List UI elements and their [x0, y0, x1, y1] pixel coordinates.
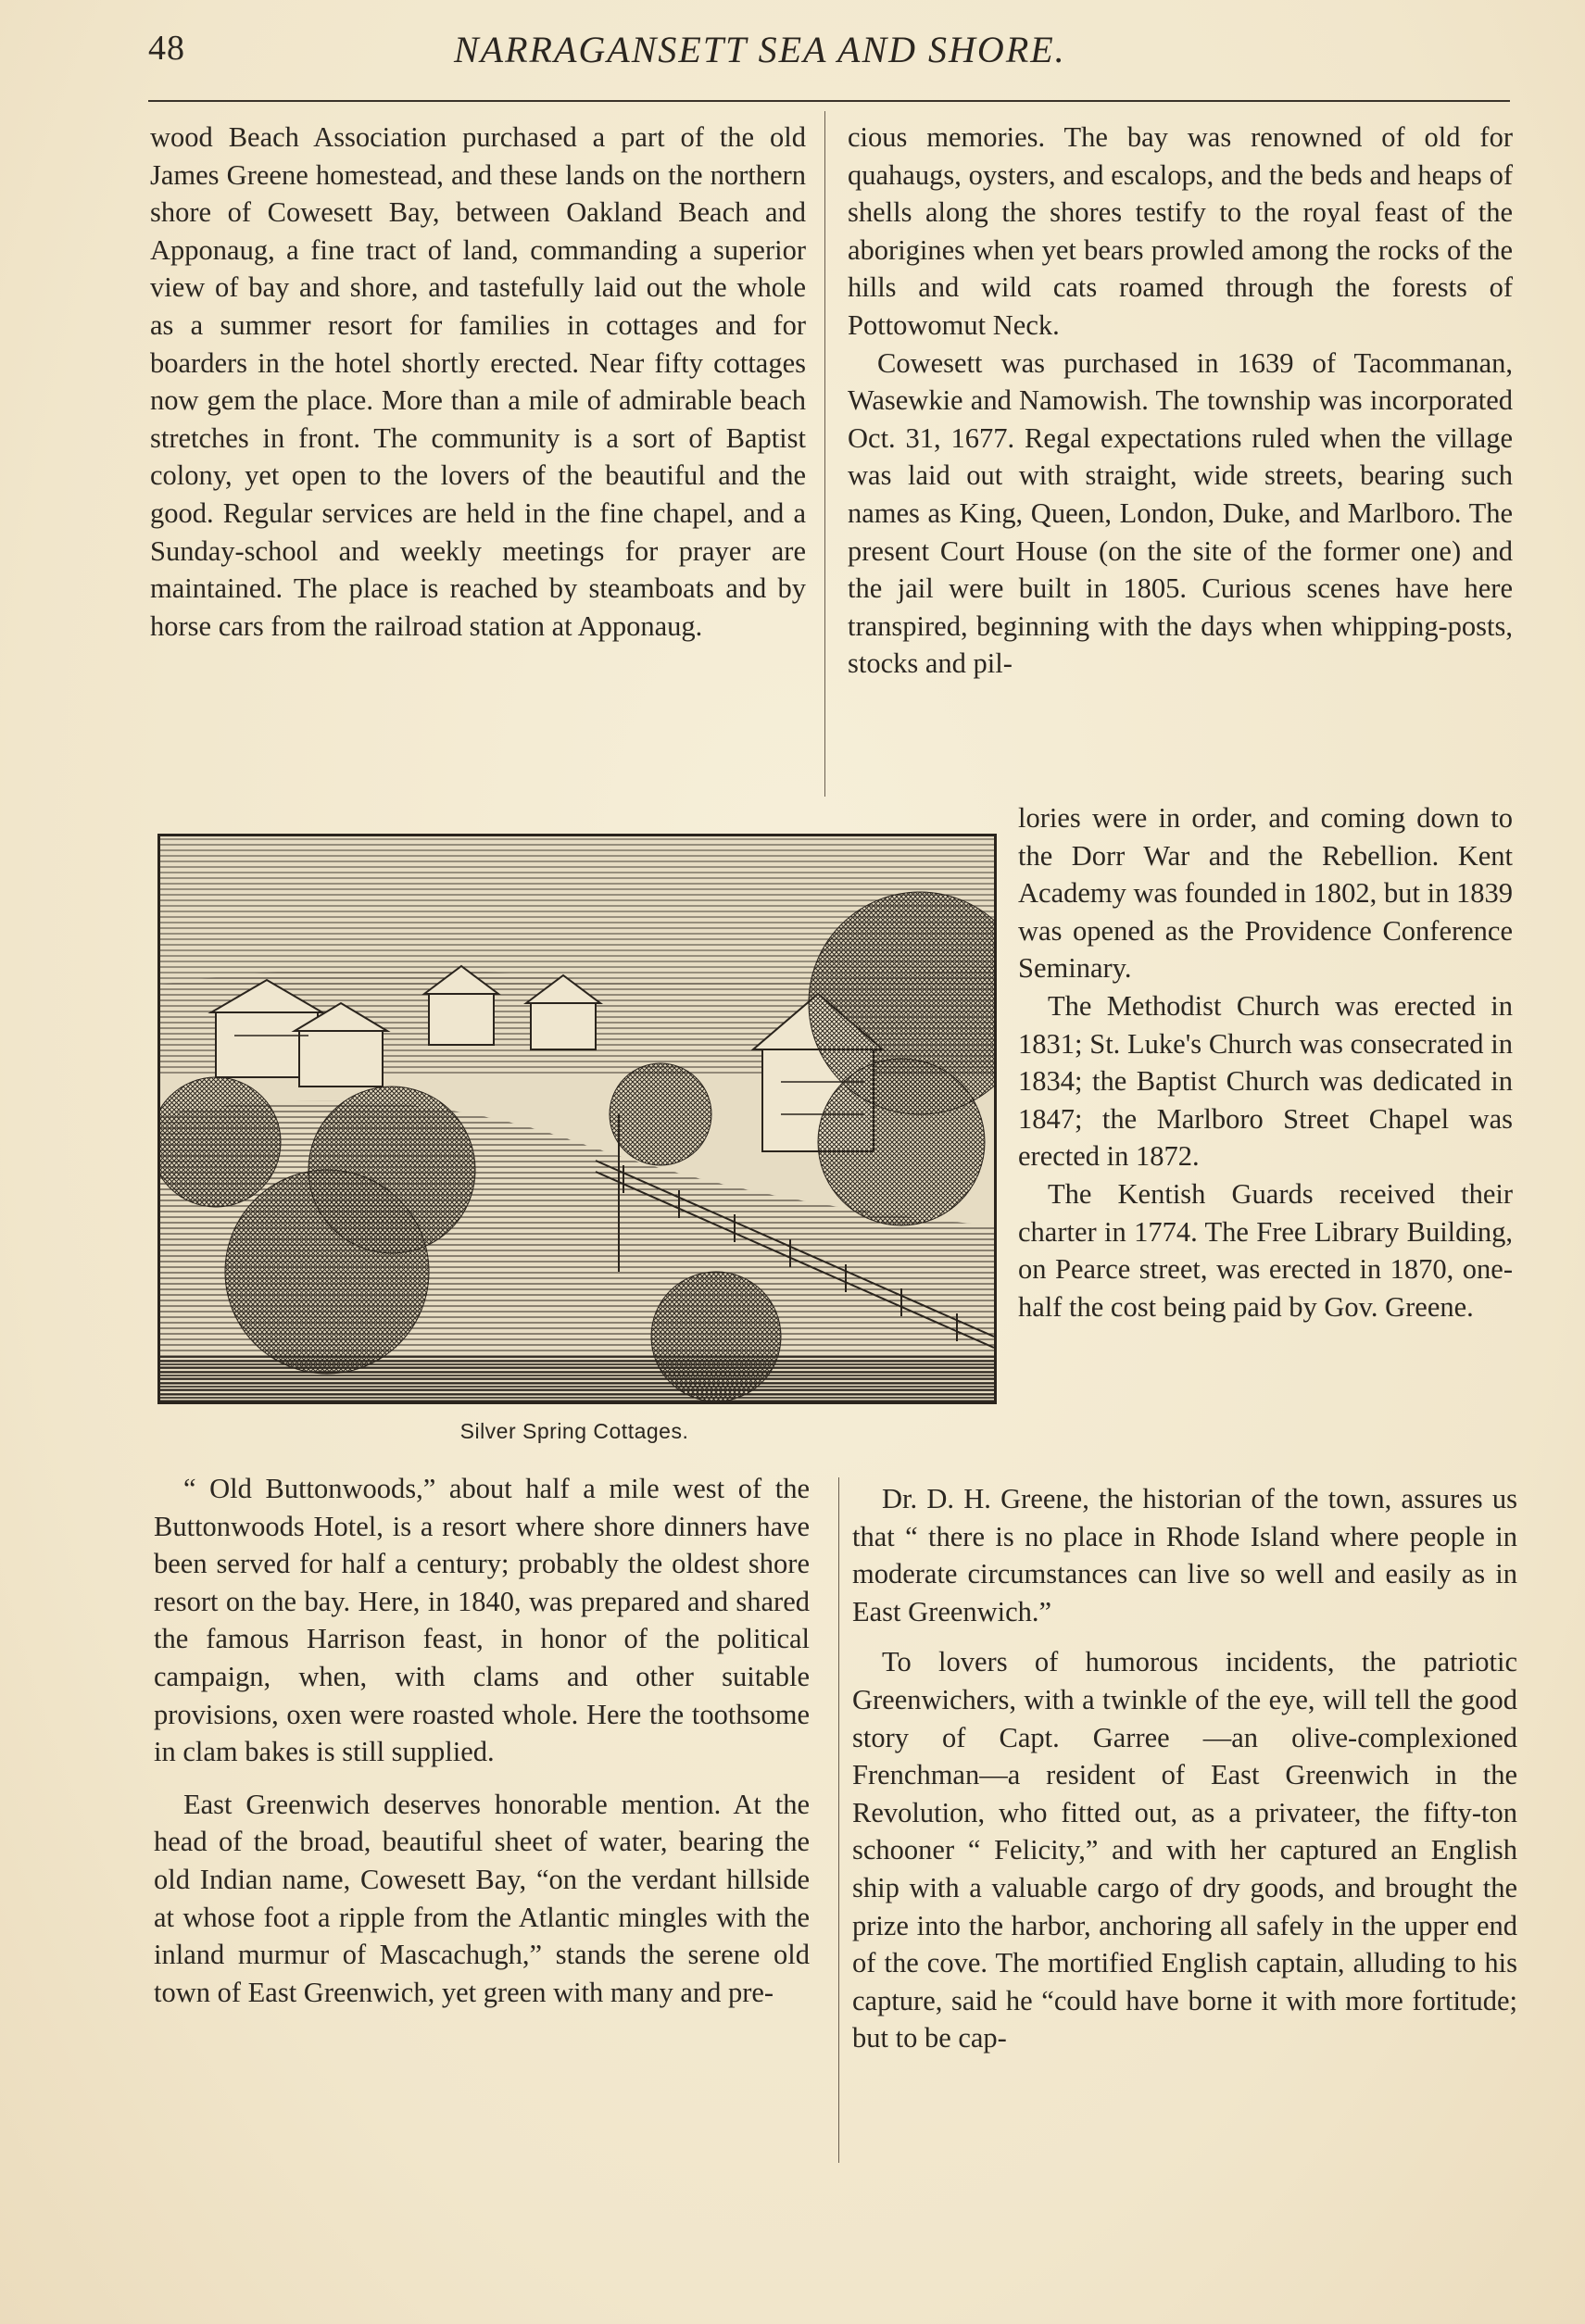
paragraph: cious memories. The bay was renowned of old for quahaugs, oysters, and escalops, and the beds and heaps of shells along the shores testify to the royal feast of the aborigines when yet bears prowled among the rocks of the hills and wild cats roamed through the forests of Pottowomut Neck.: [848, 121, 1513, 341]
paragraph: Dr. D. H. Greene, the historian of the town, assures us that “ there is no place in Rhode Island where people in moderate circumstances can live so well and easily as in East Greenwich.”: [852, 1483, 1517, 1627]
paragraph: East Greenwich deserves honorable mention. At the head of the broad, beautiful sheet of water, bearing the old Indian name, Cowesett Bay, “on the verdant hillside at whose foot a ripple from the Atlantic mingles with the inland murmur of Mascachugh,” stands the serene old town of East Greenwich, yet green with many and pre-: [154, 1788, 810, 2008]
left-column-top: [150, 119, 806, 645]
paragraph: The Kentish Guards received their charter in 1774. The Free Library Building, on Pearce street, was erected in 1870, one-half the cost being paid by Gov. Greene.: [1018, 1177, 1513, 1323]
right-column-narrow: [1018, 799, 1513, 1325]
engraving-illustration: [157, 834, 997, 1404]
paragraph: wood Beach Association purchased a part of the old James Greene homestead, and these lands on the northern shore of Cowesett Bay, between Oakland Beach and Apponaug, a fine tract of land, commanding a superior view of bay and shore, and tastefully laid out the whole as a summer resort for families in cottages and for boarders in the hotel shortly erected. Near fifty cottages now gem the place. More than a mile of admirable beach stretches in front. The community is a sort of Baptist colony, yet open to the lovers of the beautiful and the good. Regular services are held in the fine chapel, and a Sunday-school and weekly meetings for prayer are maintained. The place is reached by steamboats and by horse cars from the railroad station at Apponaug.: [150, 121, 806, 642]
right-column-top: [848, 119, 1513, 683]
paragraph: To lovers of humorous incidents, the patriotic Greenwichers, with a twinkle of the eye, will tell the good story of Capt. Garree —an olive-complexioned Frenchman—a resident of East Greenwich in the Revolution, who fitted out, as a privateer, the fifty-ton schooner “ Felicity,” and with her captured an English ship with a valuable cargo of dry goods, and brought the prize into the harbor, anchoring all safely in the upper end of the cove. The mortified English captain, alluding to his capture, said he “could have borne it with more fortitude; but to be cap-: [852, 1646, 1517, 2054]
right-column-bottom: [852, 1480, 1517, 2057]
paragraph: “ Old Buttonwoods,” about half a mile west of the Buttonwoods Hotel, is a resort where shore dinners have been served for half a century; probably the oldest shore resort on the bay. Here, in 1840, was prepared and shared the famous Harrison feast, in honor of the political campaign, when, with clams and other suitable provisions, oxen were roasted whole. Here the toothsome in clam bakes is still supplied.: [154, 1473, 810, 1768]
silver-spring-cottages-engraving: [160, 836, 994, 1401]
page-number: 48: [148, 29, 185, 68]
column-divider: [838, 1477, 839, 2163]
left-column-bottom: [154, 1470, 810, 2011]
header-rule: [148, 100, 1510, 102]
paragraph: lories were in order, and coming down to the Dorr War and the Rebellion. Kent Academy was founded in 1802, but in 1839 was opened as the Providence Conference Seminary.: [1018, 802, 1513, 985]
paragraph: The Methodist Church was erected in 1831; St. Luke's Church was consecrated in 1834; the Baptist Church was dedicated in 1847; the Marlboro Street Chapel was erected in 1872.: [1018, 989, 1513, 1173]
figure-caption: Silver Spring Cottages.: [459, 1419, 689, 1443]
column-divider: [824, 111, 825, 797]
running-title: NARRAGANSETT SEA AND SHORE.: [454, 29, 1066, 70]
paragraph: Cowesett was purchased in 1639 of Tacommanan, Wasewkie and Namowish. The township was incorporated Oct. 31, 1677. Regal expectations ruled when the village was laid out with straight, wide streets, bearing such names as King, Queen, London, Duke, and Marlboro. The present Court House (on the site of the former one) and the jail were built in 1805. Curious scenes have here transpired, beginning with the days when whipping-posts, stocks and pil-: [848, 346, 1513, 680]
